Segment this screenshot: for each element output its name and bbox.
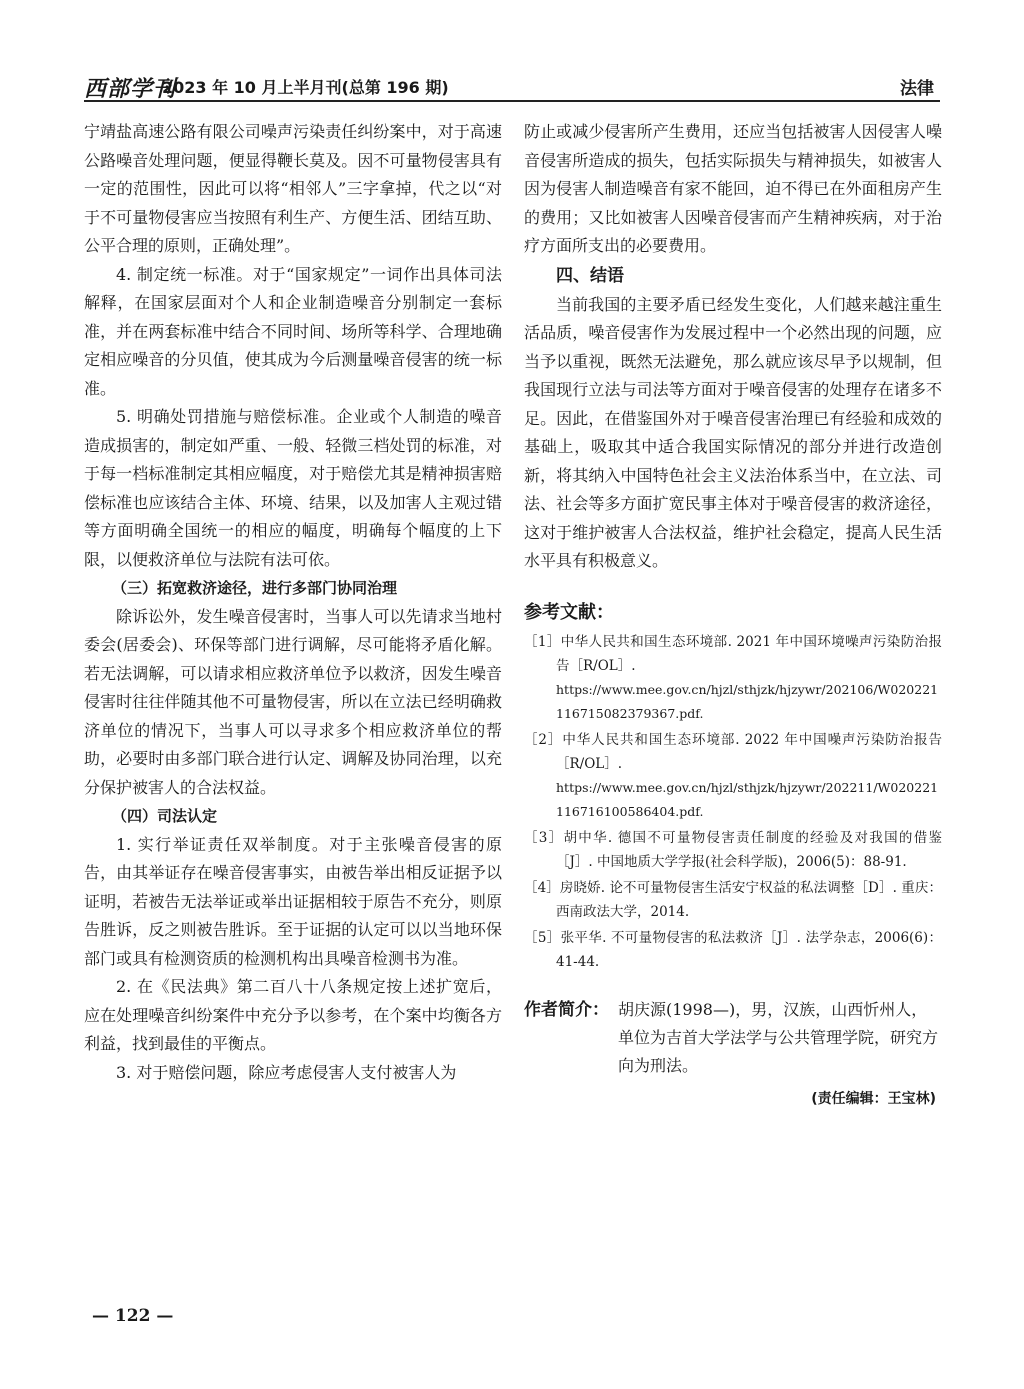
reference-url: https://www.mee.gov.cn/hjzl/sthjzk/hjzywr/202106/W020221116715082379367.pdf.	[556, 681, 939, 721]
author-label: 作者简介：	[524, 999, 609, 1020]
reference-text: ［4］房晓娇. 论不可量物侵害生活安宁权益的私法调整［D］. 重庆：西南政法大学，2014.	[524, 879, 942, 920]
paragraph: 2. 在《民法典》第二百八十八条规定按上述扩宽后，应在处理噪音纠纷案件中充分予以参考，在个案中均衡各方利益，找到最佳的平衡点。	[84, 977, 502, 1053]
issue-info: 2023 年 10 月上半月刊(总第 196 期)	[162, 78, 449, 97]
reference-item	[524, 926, 942, 974]
paragraph: 宁靖盐高速公路有限公司噪声污染责任纠纷案中，对于高速公路噪音处理问题，便显得鞭长莫及。因不可量物侵害具有一定的范围性，因此可以将“相邻人”三字拿掉，代之以“对于不可量物侵害应当按照有利生产、方便生活、团结互助、公平合理的原则，正确处理”。	[84, 122, 502, 255]
reference-item	[524, 876, 942, 924]
paragraph: 除诉讼外，发生噪音侵害时，当事人可以先请求当地村委会(居委会)、环保等部门进行调解，尽可能将矛盾化解。若无法调解，可以请求相应救济单位予以救济，因发生噪音侵害时往往伴随其他不可量物侵害，所以在立法已经明确救济单位的情况下，当事人可以寻求多个相应救济单位的帮助，必要时由多部门联合进行认定、调解及协同治理，以充分保护被害人的合法权益。	[84, 606, 502, 797]
reference-text: ［2］中华人民共和国生态环境部. 2022 年中国噪声污染防治报告［R/OL］.	[524, 731, 942, 772]
author-text: 胡庆源(1998—)，男，汉族，山西忻州人，单位为吉首大学法学与公共管理学院，研究方向为刑法。	[618, 999, 939, 1075]
section-heading: 四、结语	[556, 265, 624, 286]
reference-item	[524, 728, 942, 824]
author-bio	[524, 996, 942, 1080]
paragraph: 1. 实行举证责任双举制度。对于主张噪音侵害的原告，由其举证存在噪音侵害事实，由被告举出相反证据予以证明，若被告无法举证或举出证据相较于原告不充分，则原告胜诉，反之则被告胜诉。至于证据的认定可以以当地环保部门或具有检测资质的检测机构出具噪音检测书为准。	[84, 834, 502, 968]
paragraph: 4. 制定统一标准。对于“国家规定”一词作出具体司法解释，在国家层面对个人和企业制造噪音分别制定一套标准，并在两套标准中结合不同时间、场所等科学、合理地确定相应噪音的分贝值，使其成为今后测量噪音侵害的统一标准。	[84, 264, 502, 398]
running-header	[84, 70, 940, 102]
responsible-editor: (责任编辑：王宝林)	[811, 1090, 936, 1107]
section-name: 法律	[900, 79, 934, 99]
paragraph: 防止或减少侵害所产生费用，还应当包括被害人因侵害人噪音侵害所造成的损失，包括实际损失与精神损失，如被害人因为侵害人制造噪音有家不能回，迫不得已在外面租房产生的费用；又比如被害人因噪音侵害而产生精神疾病，对于治疗方面所支出的必要费用。	[524, 122, 942, 255]
reference-item	[524, 826, 942, 874]
reference-item	[524, 630, 942, 726]
left-column	[84, 118, 502, 1087]
right-column	[524, 118, 942, 1108]
paragraph: 5. 明确处罚措施与赔偿标准。企业或个人制造的噪音造成损害的，制定如严重、一般、轻微三档处罚的标准，对于每一档标准制定其相应幅度，对于赔偿尤其是精神损害赔偿标准也应该结合主体、环境、结果，以及加害人主观过错等方面明确全国统一的相应的幅度，明确每个幅度的上下限，以便救济单位与法院有法可依。	[84, 407, 502, 569]
page-number: — 122 —	[92, 1306, 174, 1326]
subsection-heading: （四）司法认定	[112, 807, 218, 825]
paragraph: 当前我国的主要矛盾已经发生变化，人们越来越注重生活品质，噪音侵害作为发展过程中一个必然出现的问题，应当予以重视，既然无法避免，那么就应该尽早予以规制，但我国现行立法与司法等方面对于噪音侵害的处理存在诸多不足。因此，在借鉴国外对于噪音侵害治理已有经验和成效的基础上，吸取其中适合我国实际情况的部分并进行改造创新，将其纳入中国特色社会主义法治体系当中，在立法、司法、社会等多方面扩宽民事主体对于噪音侵害的救济途径，这对于维护被害人合法权益，维护社会稳定，提高人民生活水平具有积极意义。	[524, 294, 942, 570]
references-title: 参考文献：	[524, 601, 614, 623]
reference-text: ［5］张平华. 不可量物侵害的私法救济［J］. 法学杂志，2006(6)：41-44.	[524, 929, 942, 970]
reference-text: ［1］中华人民共和国生态环境部. 2021 年中国环境噪声污染防治报告［R/OL］.	[524, 633, 942, 674]
subsection-heading: （三）拓宽救济途径，进行多部门协同治理	[112, 579, 398, 597]
reference-url: https://www.mee.gov.cn/hjzl/sthjzk/hjzywr/202211/W020221116716100586404.pdf.	[556, 779, 939, 819]
journal-logo: 西部学刊	[84, 76, 177, 102]
paragraph: 3. 对于赔偿问题，除应考虑侵害人支付被害人为	[116, 1062, 457, 1082]
reference-text: ［3］胡中华. 德国不可量物侵害责任制度的经验及对我国的借鉴［J］. 中国地质大学学报(社会科学版)，2006(5)：88-91.	[524, 829, 942, 870]
